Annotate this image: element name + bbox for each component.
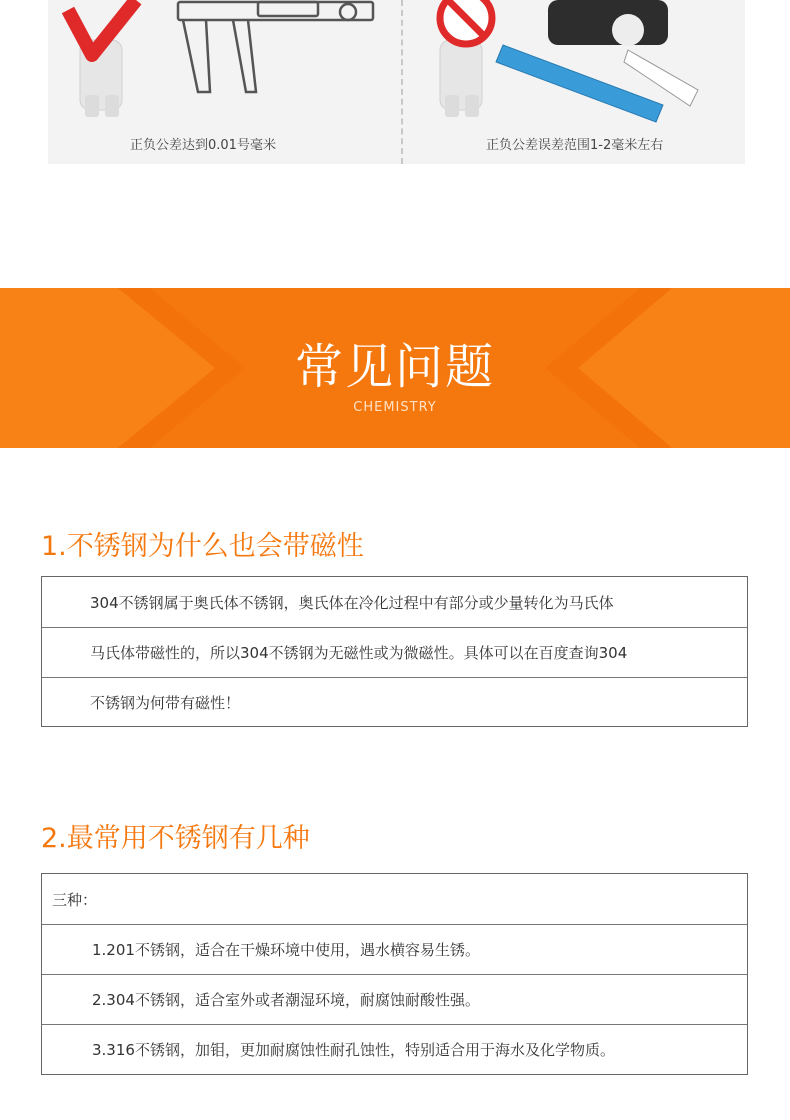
caliper-icon xyxy=(178,2,373,92)
banner-title: 常见问题 xyxy=(294,339,495,395)
table-row: 马氏体带磁性的，所以304不锈钢为无磁性或为微磁性。具体可以在百度查询304 xyxy=(42,627,747,677)
section1-title: 1.不锈钢为什么也会带磁性 xyxy=(41,531,364,562)
section2-table xyxy=(41,873,748,1075)
table-row: 304不锈钢属于奥氏体不锈钢，奥氏体在冷化过程中有部分或少量转化为马氏体 xyxy=(90,593,614,612)
faq-banner xyxy=(0,288,790,448)
table-row: 不锈钢为何带有磁性！ xyxy=(42,677,747,727)
table-header-row: 三种： xyxy=(52,890,98,909)
table-row: 2.304不锈钢，适合室外或者潮湿环境，耐腐蚀耐酸性强。 xyxy=(42,974,747,1024)
left-caption: 正负公差达到0.01号毫米 xyxy=(130,138,276,153)
right-caption: 正负公差误差范围1-2毫米左右 xyxy=(486,138,664,153)
figure-left xyxy=(68,0,136,117)
section1-table xyxy=(41,576,748,727)
check-icon xyxy=(68,0,136,55)
prohibition-icon xyxy=(440,0,492,44)
comparison-divider xyxy=(401,0,403,164)
table-row: 3.316不锈钢，加钼，更加耐腐蚀性耐孔蚀性，特别适合用于海水及化学物质。 xyxy=(42,1024,747,1074)
comparison-panel xyxy=(48,0,745,164)
figure-right xyxy=(440,0,492,117)
banner-subtitle: CHEMISTRY xyxy=(353,400,437,415)
table-row: 1.201不锈钢，适合在干燥环境中使用，遇水横容易生锈。 xyxy=(42,924,747,974)
section2-title: 2.最常用不锈钢有几种 xyxy=(41,823,310,854)
